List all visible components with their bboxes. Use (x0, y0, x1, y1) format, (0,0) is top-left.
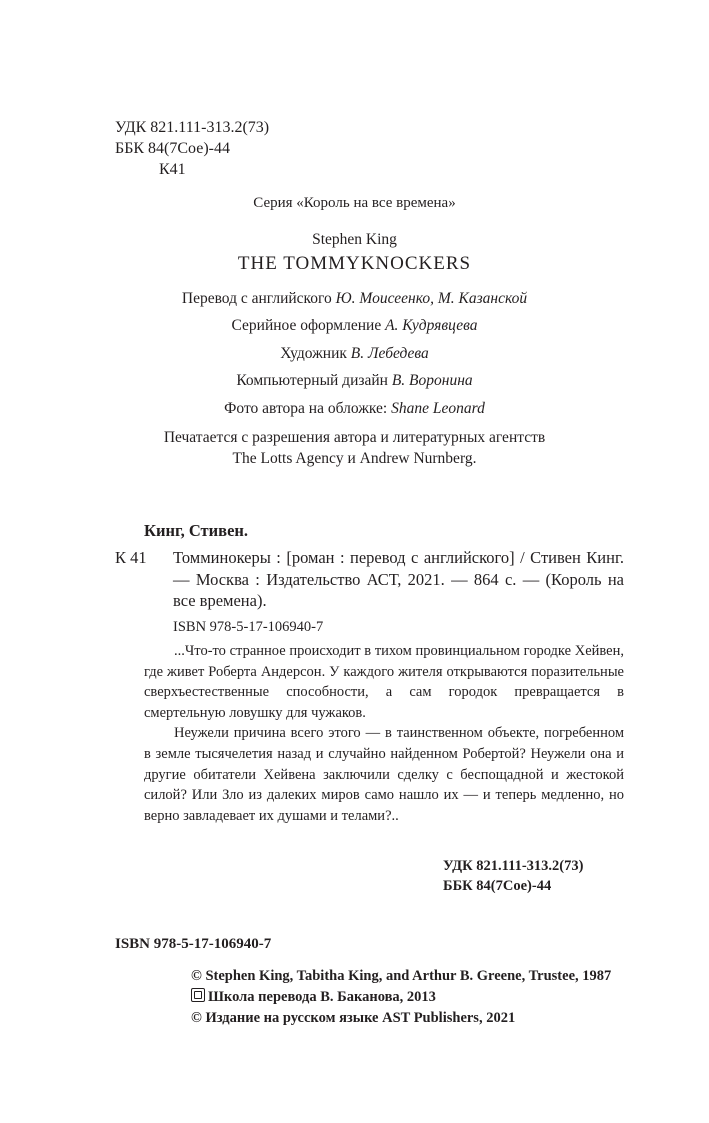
copyright-author: © Stephen King, Tabitha King, and Arthur B. Greene, Trustee, 1987 (191, 968, 612, 984)
computer-design-credit (0, 371, 709, 391)
permission-line-1: Печатается с разрешения автора и литературных агентств (163, 429, 546, 446)
index-bbk: ББК 84(7Сое)-44 (443, 878, 552, 894)
book-author-original: Stephen King (312, 231, 397, 248)
catalog-description: Томминокеры : [роман : перевод с английского] / Стивен Кинг. — Москва : Издательство АСТ, 2021. — 864 с. — (Король на все времена). (173, 548, 624, 610)
index-udk: УДК 821.111-313.2(73) (443, 858, 584, 874)
catalog-code: К 41 (115, 548, 147, 567)
footer-isbn: ISBN 978-5-17-106940-7 (115, 936, 272, 952)
photo-label: Фото автора на обложке: (224, 400, 388, 417)
computer-design-name: В. Воронина (391, 372, 473, 389)
series-line: Серия «Король на все времена» (253, 195, 456, 211)
artist-name: В. Лебедева (350, 345, 429, 362)
udk-code: УДК 821.111-313.2(73) (115, 119, 270, 136)
catalog-isbn: ISBN 978-5-17-106940-7 (173, 619, 324, 635)
copyright-translation (191, 987, 436, 1008)
photo-credit (0, 399, 709, 419)
translation-label: Перевод с английского (181, 290, 332, 307)
translation-rights-icon (191, 988, 205, 1002)
artist-credit (0, 344, 709, 364)
bbk-code: ББК 84(7Сое)-44 (115, 140, 230, 157)
annotation (144, 641, 624, 826)
author-mark: К41 (159, 161, 186, 178)
artist-label: Художник (280, 345, 347, 362)
translation-credit (0, 289, 709, 309)
computer-design-label: Компьютерный дизайн (236, 372, 388, 389)
copyright-publisher: © Издание на русском языке AST Publishers, 2021 (191, 1010, 516, 1026)
photo-name: Shane Leonard (391, 400, 485, 417)
annotation-paragraph-2: Неужели причина всего этого — в таинственном объекте, погребенном в земле тысячелетия назад и случайно найденном Робертой? Неужели она и другие обитатели Хейвена заключили сделку с беспощадной и жестокой силой? Или Зло из далеких миров само нашло их — и теперь медленно, но верно завладевает их душами и телами?.. (144, 725, 624, 824)
permission-line-2: The Lotts Agency и Andrew Nurnberg. (232, 450, 477, 467)
series-design-label: Серийное оформление (231, 317, 382, 334)
book-title-original: THE TOMMYKNOCKERS (237, 253, 472, 274)
series-design-name: А. Кудрявцева (385, 317, 478, 334)
copyright-translation-text: Школа перевода В. Баканова, 2013 (208, 989, 436, 1005)
translator-names: Ю. Моисеенко, М. Казанской (335, 290, 528, 307)
catalog-heading: Кинг, Стивен. (144, 521, 249, 540)
series-design-credit (0, 316, 709, 336)
annotation-paragraph-1: ...Что-то странное происходит в тихом провинциальном городке Хейвен, где живет Роберта Андерсон. У каждого жителя открываются поразительные сверхъестественные способности, а сам городок превращается в смертельную ловушку для чужаков. (144, 643, 624, 721)
